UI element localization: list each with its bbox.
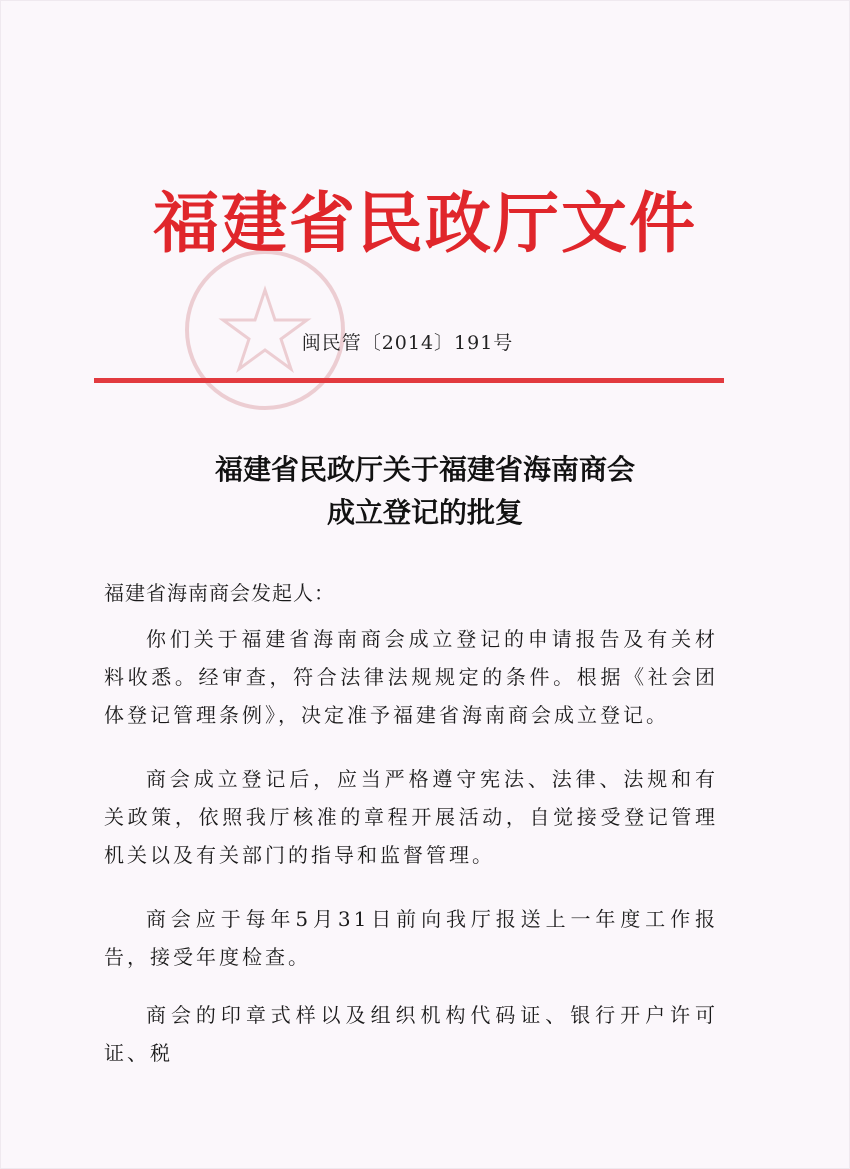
document-title-line-2: 成立登记的批复 <box>326 496 523 529</box>
body-paragraph: 商会应于每年5月31日前向我厅报送上一年度工作报告，接受年度检查。 <box>104 907 718 969</box>
document-title-line-1: 福建省民政厅关于福建省海南商会 <box>214 453 635 486</box>
salutation: 福建省海南商会发起人： <box>104 581 335 605</box>
body-paragraph: 你们关于福建省海南商会成立登记的申请报告及有关材料收悉。经审查，符合法律法规规定的条件。根据《社会团体登记管理条例》，决定准予福建省海南商会成立登记。 <box>104 627 718 727</box>
document-number: 闽民管〔2014〕191号 <box>301 332 514 354</box>
header-title: 福建省民政厅文件 <box>153 184 697 262</box>
document-title <box>0 448 850 534</box>
body-paragraph: 商会成立登记后，应当严格遵守宪法、法律、法规和有关政策，依照我厅核准的章程开展活动，自觉接受登记管理机关以及有关部门的指导和监督管理。 <box>104 767 718 867</box>
body-paragraph: 商会的印章式样以及组织机构代码证、银行开户许可证、税 <box>104 1003 718 1065</box>
header-divider <box>94 378 724 383</box>
